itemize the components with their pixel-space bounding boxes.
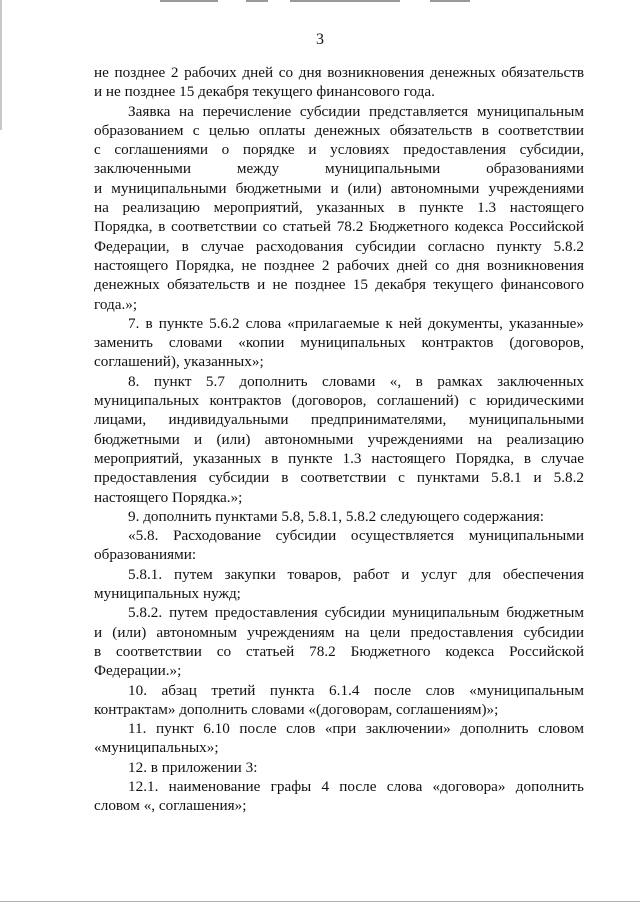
document-body: [94, 63, 584, 816]
text-line: 9. дополнить пунктами 5.8, 5.8.1, 5.8.2 следующего содержания:: [128, 507, 544, 525]
text-line: 11. пункт 6.10 после слов «при заключении» дополнить словом: [128, 720, 584, 738]
text-line: мероприятий, указанных в пункте 1.3 настоящего Порядка, в случае: [94, 449, 584, 467]
text-line: Заявка на перечисление субсидии представляется муниципальным: [128, 102, 584, 120]
page-number: 3: [316, 31, 324, 48]
text-line: с соглашениями о порядке и условиях предоставления субсидии,: [94, 141, 584, 159]
text-line: и муниципальными бюджетными и (или) автономными учреждениями: [94, 179, 584, 197]
text-line: муниципальных нужд;: [94, 585, 241, 603]
text-line: не позднее 2 рабочих дней со дня возникновения денежных обязательств: [94, 64, 584, 81]
text-line: денежных обязательств и не позднее 15 декабря текущего финансового: [94, 276, 584, 294]
text-line: 7. в пункте 5.6.2 слова «прилагаемые к ней документы, указанные»: [128, 314, 584, 332]
scan-edge-mark: [430, 0, 470, 2]
text-line: контрактам» дополнить словами «(договорам, соглашениям)»;: [94, 700, 499, 718]
text-line: и (или) автономным учреждениям на цели предоставления субсидии: [94, 623, 584, 641]
text-line: муниципальных контрактов (договоров, соглашений) с юридическими: [94, 392, 584, 410]
text-line: бюджетными и (или) автономными учреждениями на реализацию: [94, 430, 584, 448]
text-line: года.»;: [94, 295, 138, 313]
text-line: настоящего Порядка.»;: [94, 488, 243, 506]
text-line: Федерации, в случае расходования субсидии согласно пункту 5.8.2: [94, 237, 584, 255]
text-line: 10. абзац третий пункта 6.1.4 после слов «муниципальным: [128, 681, 584, 699]
text-line: заключенными между муниципальными образованиями: [94, 160, 584, 178]
text-line: «5.8. Расходование субсидии осуществляется муниципальными: [128, 527, 584, 545]
scan-edge-mark: [290, 0, 400, 2]
scan-edge-mark: [0, 0, 2, 130]
scan-edge-line: [0, 901, 640, 902]
text-line: настоящего Порядка, не позднее 2 рабочих дней со дня возникновения: [94, 256, 584, 274]
text-line: образованиями:: [94, 546, 197, 564]
text-line: 5.8.2. путем предоставления субсидии муниципальным бюджетным: [128, 604, 584, 622]
text-line: 12. в приложении 3:: [128, 758, 258, 776]
text-line: в соответствии со статьей 78.2 Бюджетного кодекса Российской: [94, 642, 584, 660]
text-line: предоставления субсидии в соответствии с пунктами 5.8.1 и 5.8.2: [94, 469, 584, 487]
text-line: «муниципальных»;: [94, 739, 219, 757]
text-line: 5.8.1. путем закупки товаров, работ и услуг для обеспечения: [128, 565, 584, 583]
text-line: и не позднее 15 декабря текущего финансового года.: [94, 83, 435, 101]
text-line: заменить словами «копии муниципальных контрактов (договоров,: [94, 334, 584, 352]
text-line: Порядка, в соответствии со статьей 78.2 Бюджетного кодекса Российской: [94, 218, 584, 236]
text-line: Федерации.»;: [94, 662, 182, 680]
text-line: образованием с целью оплаты денежных обязательств в соответствии: [94, 121, 584, 139]
scan-edge-mark: [246, 0, 268, 2]
text-line: 8. пункт 5.7 дополнить словами «, в рамках заключенных: [128, 372, 584, 390]
text-line: словом «, соглашения»;: [94, 797, 247, 815]
text-line: 12.1. наименование графы 4 после слова «договора» дополнить: [128, 777, 584, 795]
scan-edge-mark: [160, 0, 218, 2]
text-line: лицами, индивидуальными предпринимателями, муниципальными: [94, 411, 584, 429]
text-line: на реализацию мероприятий, указанных в пункте 1.3 настоящего: [94, 199, 584, 217]
text-line: соглашений), указанных»;: [94, 353, 264, 371]
